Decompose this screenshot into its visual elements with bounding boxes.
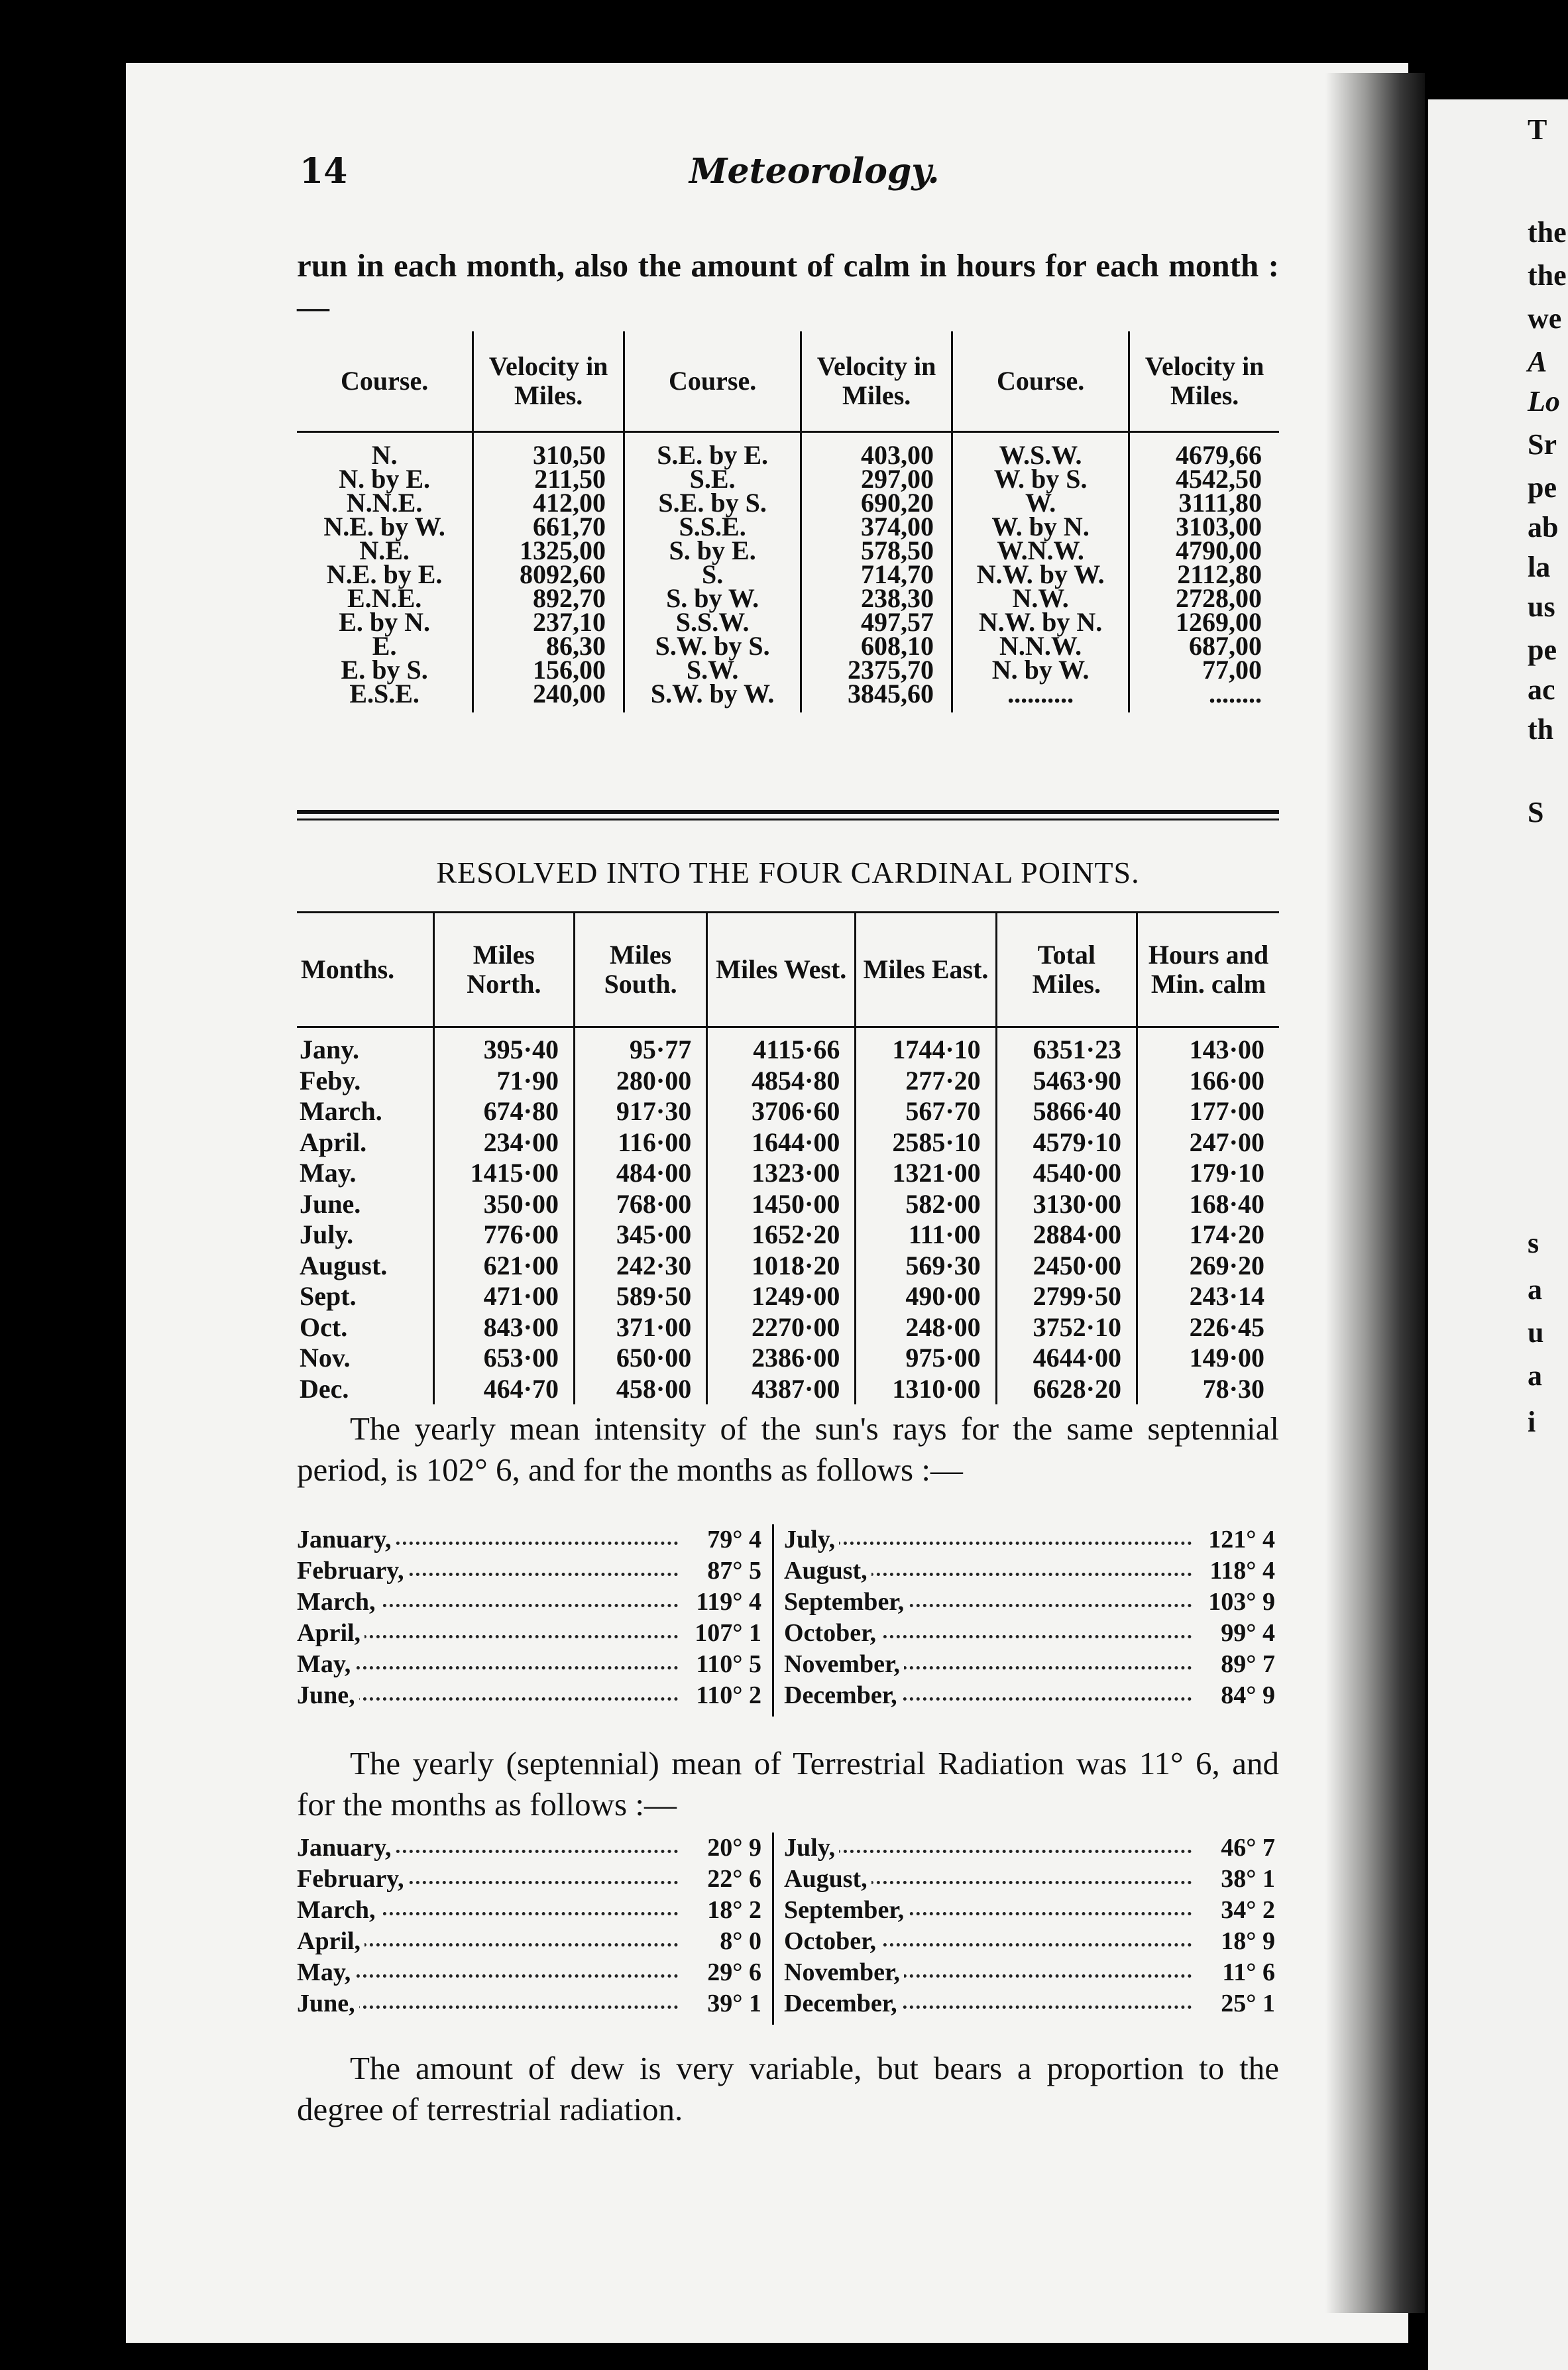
month-value: 84° 9 [1215,1680,1275,1711]
cardinal-points-heading: RESOLVED INTO THE FOUR CARDINAL POINTS. [436,856,1140,889]
velocity-cell: 1325,00 [473,539,624,563]
adjacent-page-fragment: the [1528,259,1567,292]
column-header: Total Miles. [996,913,1137,1027]
month-value: 121° 4 [1203,1524,1275,1555]
list-item [297,1649,764,1680]
adjacent-page-fragment: us [1528,591,1555,623]
velocity-cell: 238,30 [801,587,952,610]
course-cell: N.W. by W. [952,563,1129,587]
column-divider [772,1524,774,1717]
value-cell: 464·70 [433,1374,574,1405]
adjacent-page-edge [1428,99,1568,2370]
course-cell: S. [624,563,801,587]
month-label: April, [297,1618,364,1649]
value-cell: 458·00 [575,1374,707,1405]
adjacent-page-fragment: T [1528,113,1547,146]
month-value: 110° 2 [691,1680,761,1711]
course-cell: S.W. [624,658,801,682]
month-value: 46° 7 [1215,1833,1275,1864]
value-cell: 5866·40 [996,1096,1137,1127]
course-cell: S.E. by S. [624,491,801,515]
table-row [297,1096,1279,1127]
month-cell: August. [300,1250,388,1280]
velocity-cell: 2375,70 [801,658,952,682]
table-row [297,1027,1279,1066]
velocity-cell: 661,70 [473,515,624,539]
course-cell: N.E. [359,536,410,565]
month-cell: Nov. [300,1343,351,1373]
month-cell: Dec. [300,1373,349,1404]
month-label: July, [784,1833,839,1864]
month-label: February, [297,1864,408,1895]
table-row [297,432,1279,468]
month-cell: Oct. [300,1312,348,1342]
leader-dots [784,1850,1192,1853]
course-cell: S. by E. [624,539,801,563]
month-value: 18° 9 [1215,1926,1275,1957]
value-cell: 6351·23 [996,1027,1137,1066]
table-row [297,1343,1279,1374]
month-cell: July. [300,1219,354,1249]
month-label: January, [297,1524,396,1555]
course-cell: N.W. by N. [952,610,1129,634]
value-cell: 350·00 [433,1189,574,1220]
velocity-cell: 374,00 [801,515,952,539]
list-item [784,1926,1278,1957]
velocity-cell: 714,70 [801,563,952,587]
course-cell: W.S.W. [952,432,1129,468]
course-cell: S. by W. [624,587,801,610]
list-item [297,1926,764,1957]
list-item [784,1680,1278,1711]
velocity-cell: 297,00 [801,467,952,491]
value-cell: 247·00 [1137,1127,1279,1158]
list-item [784,1618,1278,1649]
value-cell: 371·00 [575,1312,707,1343]
value-cell: 1450·00 [707,1189,856,1220]
value-cell: 149·00 [1137,1343,1279,1374]
value-cell: 1744·10 [856,1027,996,1066]
adjacent-page-fragment: i [1528,1406,1536,1438]
value-cell: 650·00 [575,1343,707,1374]
month-value: 38° 1 [1215,1864,1275,1895]
list-item [784,1587,1278,1618]
course-cell: W.N.W. [952,539,1129,563]
table-row [297,1127,1279,1158]
adjacent-page-fragment: the [1528,216,1567,249]
value-cell: 71·90 [433,1066,574,1097]
value-cell: 345·00 [575,1219,707,1251]
month-label: July, [784,1524,839,1555]
month-label: October, [784,1618,880,1649]
adjacent-page-fragment: pe [1528,471,1557,504]
velocity-cell: 578,50 [801,539,952,563]
value-cell: 269·20 [1137,1251,1279,1282]
month-value: 18° 2 [702,1895,761,1926]
value-cell: 1018·20 [707,1251,856,1282]
value-cell: 4854·80 [707,1066,856,1097]
value-cell: 490·00 [856,1281,996,1312]
month-label: September, [784,1895,908,1926]
month-cell: April. [300,1127,367,1157]
month-label: August, [784,1864,871,1895]
course-cell: S.S.E. [624,515,801,539]
month-label: March, [297,1895,380,1926]
month-label: December, [784,1680,901,1711]
value-cell: 1415·00 [433,1158,574,1189]
leader-dots [784,1542,1192,1545]
course-cell: N.N.W. [952,634,1129,658]
value-cell: 2270·00 [707,1312,856,1343]
list-item [784,1864,1278,1895]
value-cell: 843·00 [433,1312,574,1343]
month-cell: March. [300,1096,382,1126]
adjacent-page-fragment: s [1528,1227,1540,1259]
course-cell: S.E. [624,467,801,491]
table-row [297,1312,1279,1343]
month-label: August, [784,1555,871,1587]
month-cell: Sept. [300,1281,357,1311]
value-cell: 143·00 [1137,1027,1279,1066]
course-cell: W. [952,491,1129,515]
value-cell: 1310·00 [856,1374,996,1405]
month-label: January, [297,1833,396,1864]
course-cell: N. [371,440,398,470]
course-cell: S.S.W. [624,610,801,634]
table-row [297,1219,1279,1251]
velocity-cell: 237,10 [473,610,624,634]
course-cell: E. by N. [339,607,431,637]
value-cell: 3752·10 [996,1312,1137,1343]
velocity-cell: 3845,60 [801,682,952,712]
value-cell: 1652·20 [707,1219,856,1251]
velocity-cell: 86,30 [473,634,624,658]
list-item [297,1833,764,1864]
course-header: Course. [952,331,1129,432]
adjacent-page-fragment: we [1528,302,1562,335]
column-header: Miles South. [575,913,707,1027]
velocity-cell: 403,00 [801,432,952,468]
course-header: Course. [624,331,801,432]
course-cell: N. by E. [339,464,431,494]
value-cell: 4579·10 [996,1127,1137,1158]
list-item [297,1895,764,1926]
value-cell: 1249·00 [707,1281,856,1312]
value-cell: 768·00 [575,1189,707,1220]
table-row [297,587,1279,610]
list-item [784,1988,1278,2019]
month-value: 34° 2 [1215,1895,1275,1926]
month-label: December, [784,1988,901,2019]
radiation-paragraph: The yearly (septennial) mean of Terrestrial Radiation was 11° 6, and for the months as follows :— [297,1745,1279,1823]
column-header: Miles East. [856,913,996,1027]
course-cell: N.E. by E. [326,559,443,589]
column-header: Miles North. [433,913,574,1027]
month-value: 89° 7 [1215,1649,1275,1680]
list-item [297,1587,764,1618]
month-value: 103° 9 [1203,1587,1275,1618]
velocity-cell: 3103,00 [1129,515,1279,539]
velocity-cell: 3111,80 [1129,491,1279,515]
course-cell: W. by N. [952,515,1129,539]
value-cell: 168·40 [1137,1189,1279,1220]
velocity-cell: 1269,00 [1129,610,1279,634]
value-cell: 226·45 [1137,1312,1279,1343]
velocity-cell: 412,00 [473,491,624,515]
velocity-cell: 156,00 [473,658,624,682]
adjacent-page-fragment: Lo [1528,385,1560,418]
velocity-cell: 211,50 [473,467,624,491]
velocity-cell: 2112,80 [1129,563,1279,587]
velocity-cell: 240,00 [473,682,624,712]
velocity-header: Velocity in Miles. [801,331,952,432]
month-value: 79° 4 [702,1524,761,1555]
list-item [297,1957,764,1988]
value-cell: 280·00 [575,1066,707,1097]
velocity-cell: 8092,60 [473,563,624,587]
value-cell: 3706·60 [707,1096,856,1127]
list-item [297,1864,764,1895]
value-cell: 277·20 [856,1066,996,1097]
cardinal-points-table [297,911,1279,1404]
course-cell: N. by W. [952,658,1129,682]
radiation-monthly-list [297,1833,1279,2025]
course-cell: E.S.E. [349,679,420,708]
value-cell: 111·00 [856,1219,996,1251]
month-value: 39° 1 [702,1988,761,2019]
adjacent-page-fragment: a [1528,1359,1542,1392]
dew-paragraph: The amount of dew is very variable, but bears a proportion to the degree of terrestrial radiation. [297,2050,1279,2127]
adjacent-page-fragment: Sr [1528,428,1557,461]
value-cell: 166·00 [1137,1066,1279,1097]
table-row [297,634,1279,658]
list-item [784,1957,1278,1988]
velocity-cell: 892,70 [473,587,624,610]
month-value: 110° 5 [691,1649,761,1680]
value-cell: 3130·00 [996,1189,1137,1220]
page-number: 14 [300,151,348,192]
velocity-cell: 687,00 [1129,634,1279,658]
value-cell: 78·30 [1137,1374,1279,1405]
list-item [784,1895,1278,1926]
adjacent-page-fragment: A [1528,345,1547,378]
course-cell: S.W. by S. [624,634,801,658]
table-row [297,515,1279,539]
page-gutter-shadow [1325,73,1425,2313]
value-cell: 4540·00 [996,1158,1137,1189]
value-cell: 471·00 [433,1281,574,1312]
value-cell: 674·80 [433,1096,574,1127]
value-cell: 2799·50 [996,1281,1137,1312]
value-cell: 179·10 [1137,1158,1279,1189]
list-item [297,1988,764,2019]
month-label: March, [297,1587,380,1618]
table-row [297,467,1279,491]
month-label: September, [784,1587,908,1618]
column-header: Months. [297,913,433,1027]
value-cell: 653·00 [433,1343,574,1374]
velocity-cell: 310,50 [473,432,624,468]
table-row [297,1189,1279,1220]
month-value: 25° 1 [1215,1988,1275,2019]
list-item [784,1524,1278,1555]
wind-velocity-table [297,331,1279,712]
value-cell: 2884·00 [996,1219,1137,1251]
velocity-cell: 77,00 [1129,658,1279,682]
value-cell: 248·00 [856,1312,996,1343]
column-header: Hours and Min. calm [1137,913,1279,1027]
value-cell: 1321·00 [856,1158,996,1189]
value-cell: 4115·66 [707,1027,856,1066]
value-cell: 621·00 [433,1251,574,1282]
course-cell: E. [372,631,397,661]
sun-intensity-paragraph: The yearly mean intensity of the sun's rays for the same septennial period, is 102° 6, and for the months as follows :— [297,1410,1279,1488]
value-cell: 177·00 [1137,1096,1279,1127]
month-value: 99° 4 [1215,1618,1275,1649]
course-cell: N.N.E. [346,488,423,518]
value-cell: 5463·90 [996,1066,1137,1097]
value-cell: 975·00 [856,1343,996,1374]
velocity-cell: 4679,66 [1129,432,1279,468]
month-label: May, [297,1649,355,1680]
month-label: June, [297,1680,359,1711]
value-cell: 582·00 [856,1189,996,1220]
adjacent-page-fragment: la [1528,551,1551,583]
list-item [784,1555,1278,1587]
course-cell: .......... [952,682,1129,712]
course-cell: E. by S. [341,655,428,685]
month-value: 29° 6 [702,1957,761,1988]
course-cell: S.E. by E. [624,432,801,468]
value-cell: 2386·00 [707,1343,856,1374]
month-value: 119° 4 [691,1587,761,1618]
velocity-cell: 2728,00 [1129,587,1279,610]
month-value: 118° 4 [1204,1555,1275,1587]
month-cell: Jany. [300,1035,360,1064]
month-label: May, [297,1957,355,1988]
table-row [297,1251,1279,1282]
velocity-cell: 608,10 [801,634,952,658]
value-cell: 395·40 [433,1027,574,1066]
month-value: 87° 5 [702,1555,761,1587]
adjacent-page-fragment: u [1528,1316,1544,1349]
table-row [297,682,1279,712]
list-item [784,1649,1278,1680]
adjacent-page-fragment: th [1528,713,1554,746]
velocity-cell: 690,20 [801,491,952,515]
velocity-cell: 4790,00 [1129,539,1279,563]
month-value: 22° 6 [702,1864,761,1895]
table-row [297,1281,1279,1312]
column-header: Miles West. [707,913,856,1027]
list-item [297,1555,764,1587]
value-cell: 243·14 [1137,1281,1279,1312]
value-cell: 776·00 [433,1219,574,1251]
month-label: November, [784,1957,904,1988]
course-cell: E.N.E. [347,583,422,613]
course-cell: N.E. by W. [323,512,445,541]
month-value: 8° 0 [714,1926,761,1957]
value-cell: 4387·00 [707,1374,856,1405]
month-cell: June. [300,1188,361,1219]
month-value: 11° 6 [1217,1957,1275,1988]
running-title: Meteorology. [689,151,940,192]
adjacent-page-fragment: ac [1528,673,1555,706]
velocity-header: Velocity in Miles. [473,331,624,432]
value-cell: 95·77 [575,1027,707,1066]
month-cell: May. [300,1158,357,1188]
course-cell: N.W. [952,587,1129,610]
list-item [297,1680,764,1711]
table-row [297,1374,1279,1405]
month-label: February, [297,1555,408,1587]
list-item [297,1618,764,1649]
value-cell: 116·00 [575,1127,707,1158]
month-label: October, [784,1926,880,1957]
table-row [297,539,1279,563]
value-cell: 242·30 [575,1251,707,1282]
month-cell: Feby. [300,1065,361,1096]
intro-paragraph: run in each month, also the amount of calm in hours for each month :— [297,247,1279,325]
month-label: April, [297,1926,364,1957]
table-row [297,1158,1279,1189]
value-cell: 567·70 [856,1096,996,1127]
adjacent-page-fragment: pe [1528,634,1557,666]
sun-monthly-list [297,1524,1279,1717]
velocity-cell: 497,57 [801,610,952,634]
value-cell: 917·30 [575,1096,707,1127]
adjacent-page-fragment: ab [1528,511,1559,543]
value-cell: 484·00 [575,1158,707,1189]
double-rule [297,810,1279,820]
column-divider [772,1833,774,2025]
list-item [784,1833,1278,1864]
course-header: Course. [297,331,473,432]
value-cell: 1644·00 [707,1127,856,1158]
value-cell: 2450·00 [996,1251,1137,1282]
month-label: June, [297,1988,359,2019]
value-cell: 569·30 [856,1251,996,1282]
table-row [297,563,1279,587]
course-cell: W. by S. [952,467,1129,491]
value-cell: 2585·10 [856,1127,996,1158]
velocity-header: Velocity in Miles. [1129,331,1279,432]
adjacent-page-fragment: a [1528,1273,1542,1306]
velocity-cell: 4542,50 [1129,467,1279,491]
velocity-cell: ........ [1129,682,1279,712]
month-value: 107° 1 [689,1618,761,1649]
value-cell: 6628·20 [996,1374,1137,1405]
table-row [297,610,1279,634]
list-item [297,1524,764,1555]
value-cell: 1323·00 [707,1158,856,1189]
course-cell: S.W. by W. [624,682,801,712]
value-cell: 234·00 [433,1127,574,1158]
table-row [297,658,1279,682]
month-value: 20° 9 [702,1833,761,1864]
value-cell: 589·50 [575,1281,707,1312]
adjacent-page-fragment: S [1528,796,1544,828]
table-row [297,1066,1279,1097]
month-label: November, [784,1649,904,1680]
value-cell: 174·20 [1137,1219,1279,1251]
value-cell: 4644·00 [996,1343,1137,1374]
